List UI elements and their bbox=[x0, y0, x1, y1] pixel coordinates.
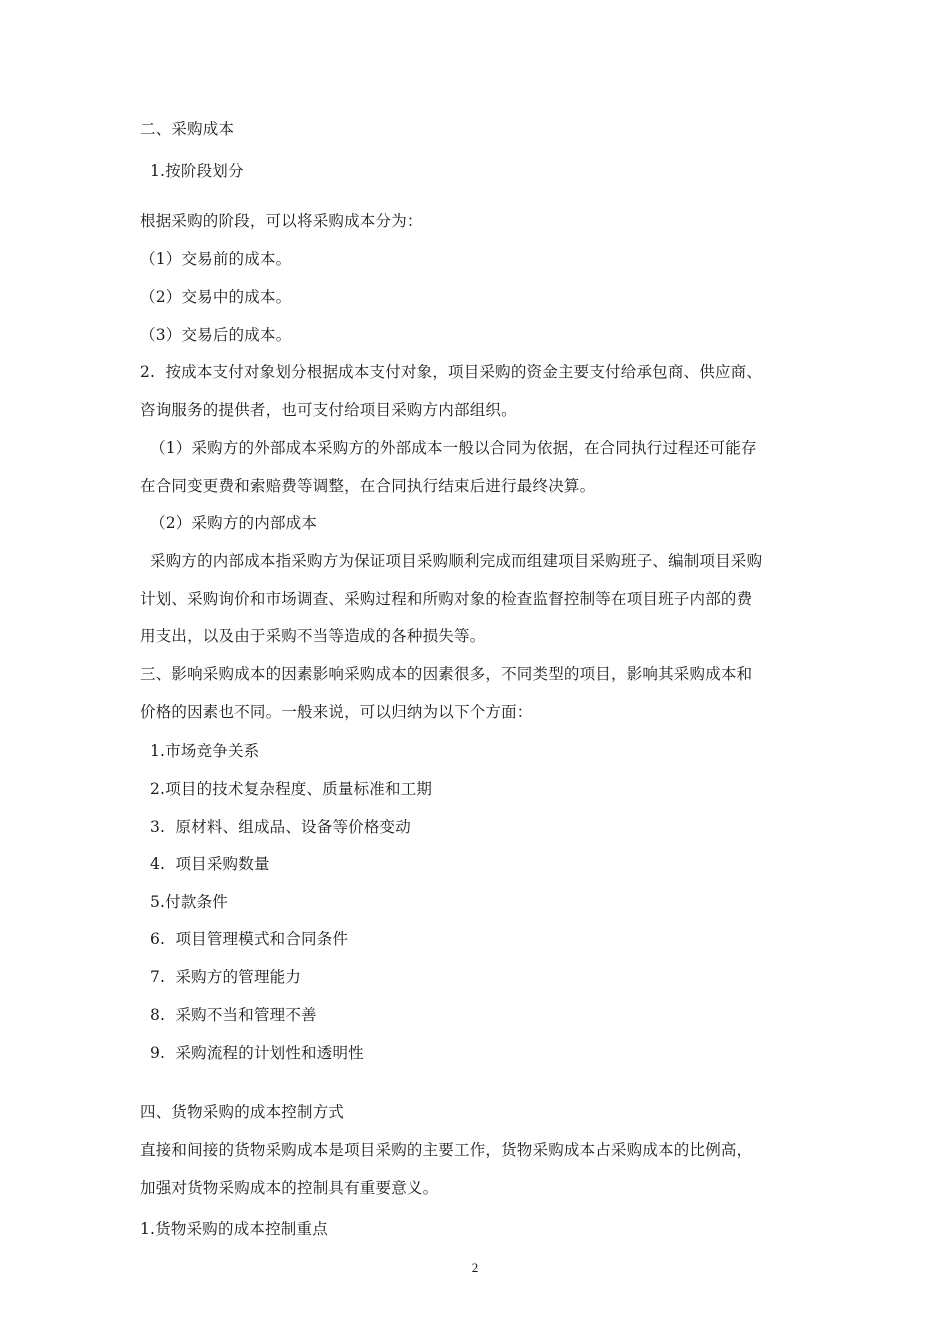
paragraph-line: 三、影响采购成本的因素影响采购成本的因素很多，不同类型的项目，影响其采购成本和 bbox=[140, 665, 753, 683]
list-item: （1）交易前的成本。 bbox=[140, 250, 292, 268]
list-item: 5.付款条件 bbox=[150, 893, 228, 911]
paragraph-line: 咨询服务的提供者，也可支付给项目采购方内部组织。 bbox=[140, 401, 517, 419]
paragraph-line: 直接和间接的货物采购成本是项目采购的主要工作，货物采购成本占采购成本的比例高， bbox=[140, 1141, 753, 1159]
list-item: 9. 采购流程的计划性和透明性 bbox=[150, 1044, 364, 1062]
section-heading-procurement-cost: 二、采购成本 bbox=[140, 120, 235, 138]
subheading-internal-cost: （2）采购方的内部成本 bbox=[150, 514, 318, 532]
list-item: （2）交易中的成本。 bbox=[140, 288, 292, 306]
paragraph-line: 用支出，以及由于采购不当等造成的各种损失等。 bbox=[140, 627, 486, 645]
list-item: 1.市场竞争关系 bbox=[150, 742, 260, 760]
paragraph-line: 加强对货物采购成本的控制具有重要意义。 bbox=[140, 1179, 439, 1197]
list-item: （3）交易后的成本。 bbox=[140, 326, 292, 344]
list-item: 7. 采购方的管理能力 bbox=[150, 968, 302, 986]
list-item: 3. 原材料、组成品、设备等价格变动 bbox=[150, 818, 411, 836]
subheading-goods-cost-control-focus: 1.货物采购的成本控制重点 bbox=[140, 1220, 328, 1238]
section-heading-goods-cost-control: 四、货物采购的成本控制方式 bbox=[140, 1103, 345, 1121]
paragraph-line: 在合同变更费和索赔费等调整，在合同执行结束后进行最终决算。 bbox=[140, 477, 596, 495]
paragraph-line: 采购方的内部成本指采购方为保证项目采购顺利完成而组建项目采购班子、编制项目采购 bbox=[150, 552, 763, 570]
paragraph-line: 价格的因素也不同。一般来说，可以归纳为以下个方面： bbox=[140, 703, 533, 721]
paragraph-line: 根据采购的阶段，可以将采购成本分为： bbox=[140, 212, 423, 230]
paragraph-line: 计划、采购询价和市场调查、采购过程和所购对象的检查监督控制等在项目班子内部的费 bbox=[140, 590, 753, 608]
list-item: 4. 项目采购数量 bbox=[150, 855, 270, 873]
paragraph-line: 2. 按成本支付对象划分根据成本支付对象，项目采购的资金主要支付给承包商、供应商、 bbox=[140, 363, 763, 381]
paragraph-line: （1）采购方的外部成本采购方的外部成本一般以合同为依据，在合同执行过程还可能存 bbox=[150, 439, 757, 457]
subheading-by-stage: 1.按阶段划分 bbox=[150, 162, 244, 180]
list-item: 2.项目的技术复杂程度、质量标准和工期 bbox=[150, 780, 433, 798]
list-item: 8. 采购不当和管理不善 bbox=[150, 1006, 317, 1024]
page-number: 2 bbox=[471, 1260, 479, 1275]
list-item: 6. 项目管理模式和合同条件 bbox=[150, 930, 349, 948]
